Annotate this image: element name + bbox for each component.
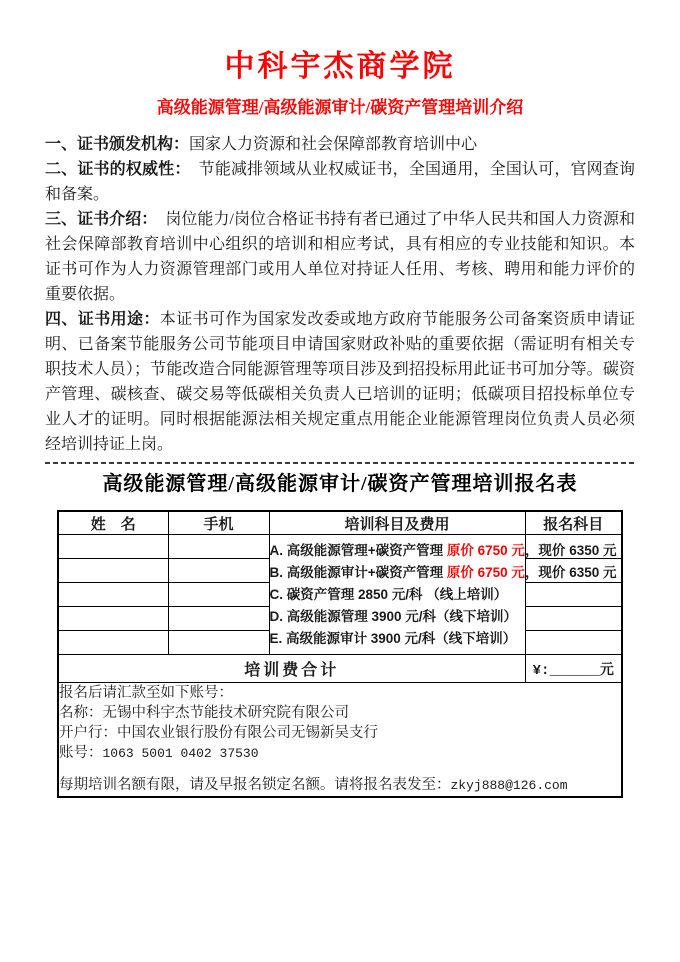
payment-intro: 报名后请汇款至如下账号： bbox=[59, 685, 233, 701]
course-option-e bbox=[270, 628, 525, 650]
course-option-c-text: C. 碳资产管理 2850 元/科 （线上培训） bbox=[269, 586, 508, 602]
payment-account-number-value: 1063 5001 0402 37530 bbox=[102, 746, 259, 761]
subject-cell-5 bbox=[525, 631, 622, 655]
name-cell-2 bbox=[58, 559, 168, 583]
intro-item-authority bbox=[45, 157, 635, 207]
phone-cell-1 bbox=[168, 535, 269, 559]
payment-info-cell bbox=[58, 683, 622, 798]
intro-item-usage-text: 本证书可作为国家发改委或地方政府节能服务公司备案资质申请证明、已备案节能服务公司节能项目申请国家财政补贴的重要依据（需证明有相关专职技术人员）；节能改造合同能源管理等项目涉及到招投标用此证书可加分等。碳资产管理、碳核查、碳交易等低碳相关负责人已培训的证明；低碳项目招投标单位专业人才的证明。同时根据能源法相关规定重点用能企业能源管理岗位负责人员必须经培训持证上岗。 bbox=[45, 311, 635, 453]
page-subtitle: 高级能源管理/高级能源审计/碳资产管理培训介绍 bbox=[156, 98, 524, 117]
intro-item-authority-text: 节能减排领域从业权威证书，全国通用，全国认可，官网查询和备案。 bbox=[45, 161, 635, 203]
course-option-d bbox=[270, 606, 525, 628]
intro-item-description bbox=[45, 207, 635, 307]
total-row bbox=[58, 655, 622, 683]
col-header-name: 姓 名 bbox=[58, 511, 168, 535]
course-option-a bbox=[269, 540, 617, 562]
course-option-a-text: A. 高级能源管理+碳资产管理 bbox=[269, 542, 447, 558]
registration-table bbox=[57, 510, 623, 798]
name-cell-4 bbox=[58, 607, 168, 631]
course-option-b-current-price: ，现价 6350 元 bbox=[524, 564, 617, 580]
course-option-d-text: D. 高级能源管理 3900 元/科（线下培训） bbox=[269, 608, 518, 624]
phone-cell-3 bbox=[168, 583, 269, 607]
payment-bank-label: 开户行： bbox=[59, 725, 117, 741]
name-cell-3 bbox=[58, 583, 168, 607]
courses-cell bbox=[269, 535, 617, 655]
course-option-a-original-price: 原价 6750 元 bbox=[446, 542, 525, 558]
table-header-row bbox=[58, 511, 622, 535]
total-amount-cell: ¥:______元 bbox=[525, 655, 622, 683]
intro-item-issuer bbox=[45, 132, 635, 157]
registration-note-text: 每期培训名额有限，请及早报名锁定名额。请将报名表发至： bbox=[59, 777, 451, 793]
intro-item-description-text: 岗位能力/岗位合格证书持有者已通过了中华人民共和国人力资源和社会保障部教育培训中心组织的培训和相应考试，具有相应的专业技能和知识。本证书可作为人力资源管理部门或用人单位对持证人任用、考核、聘用和能力评价的重要依据。 bbox=[45, 211, 635, 303]
name-cell-1 bbox=[58, 535, 168, 559]
table-row-1 bbox=[58, 535, 622, 559]
name-cell-5 bbox=[58, 631, 168, 655]
registration-note bbox=[59, 775, 621, 796]
payment-account-name bbox=[59, 703, 621, 723]
payment-row bbox=[58, 683, 622, 798]
page-title: 中科宇杰商学院 bbox=[224, 50, 456, 83]
col-header-phone: 手机 bbox=[168, 511, 269, 535]
payment-account-name-value: 无锡中科宇杰节能技术研究院有限公司 bbox=[102, 705, 349, 721]
total-label: 培训费合计 bbox=[58, 655, 525, 683]
course-option-b bbox=[269, 562, 617, 584]
payment-bank-value: 中国农业银行股份有限公司无锡新吴支行 bbox=[117, 725, 378, 741]
course-option-b-text: B. 高级能源审计+碳资产管理 bbox=[269, 564, 447, 580]
payment-bank bbox=[59, 723, 621, 743]
intro-item-issuer-text: 国家人力资源和社会保障部教育培训中心 bbox=[189, 136, 478, 153]
col-header-courses: 培训科目及费用 bbox=[269, 511, 525, 535]
phone-cell-5 bbox=[168, 631, 269, 655]
intro-item-description-label: 三、证书介绍： bbox=[45, 211, 150, 228]
registration-email: zkyj888@126.com bbox=[450, 778, 568, 793]
form-title: 高级能源管理/高级能源审计/碳资产管理培训报名表 bbox=[102, 473, 578, 495]
phone-cell-4 bbox=[168, 607, 269, 631]
intro-item-issuer-label: 一、证书颁发机构： bbox=[45, 136, 190, 153]
intro-section bbox=[45, 132, 635, 457]
course-option-a-current-price: ，现价 6350 元 bbox=[524, 542, 617, 558]
course-option-c bbox=[270, 584, 525, 606]
intro-item-usage-label: 四、证书用途： bbox=[45, 311, 160, 328]
course-option-e-text: E. 高级能源审计 3900 元/科（线下培训） bbox=[269, 630, 517, 646]
course-option-b-original-price: 原价 6750 元 bbox=[446, 564, 525, 580]
subject-cell-3 bbox=[525, 583, 622, 607]
dashed-divider bbox=[45, 462, 635, 464]
payment-account-name-label: 名称： bbox=[59, 705, 103, 721]
payment-account-number-label: 账号： bbox=[59, 745, 103, 761]
intro-item-authority-label: 二、证书的权威性： bbox=[45, 161, 183, 178]
col-header-subject: 报名科目 bbox=[525, 511, 622, 535]
payment-account-number bbox=[59, 743, 621, 764]
intro-item-usage bbox=[45, 307, 635, 457]
subject-cell-4 bbox=[525, 607, 622, 631]
phone-cell-2 bbox=[168, 559, 269, 583]
